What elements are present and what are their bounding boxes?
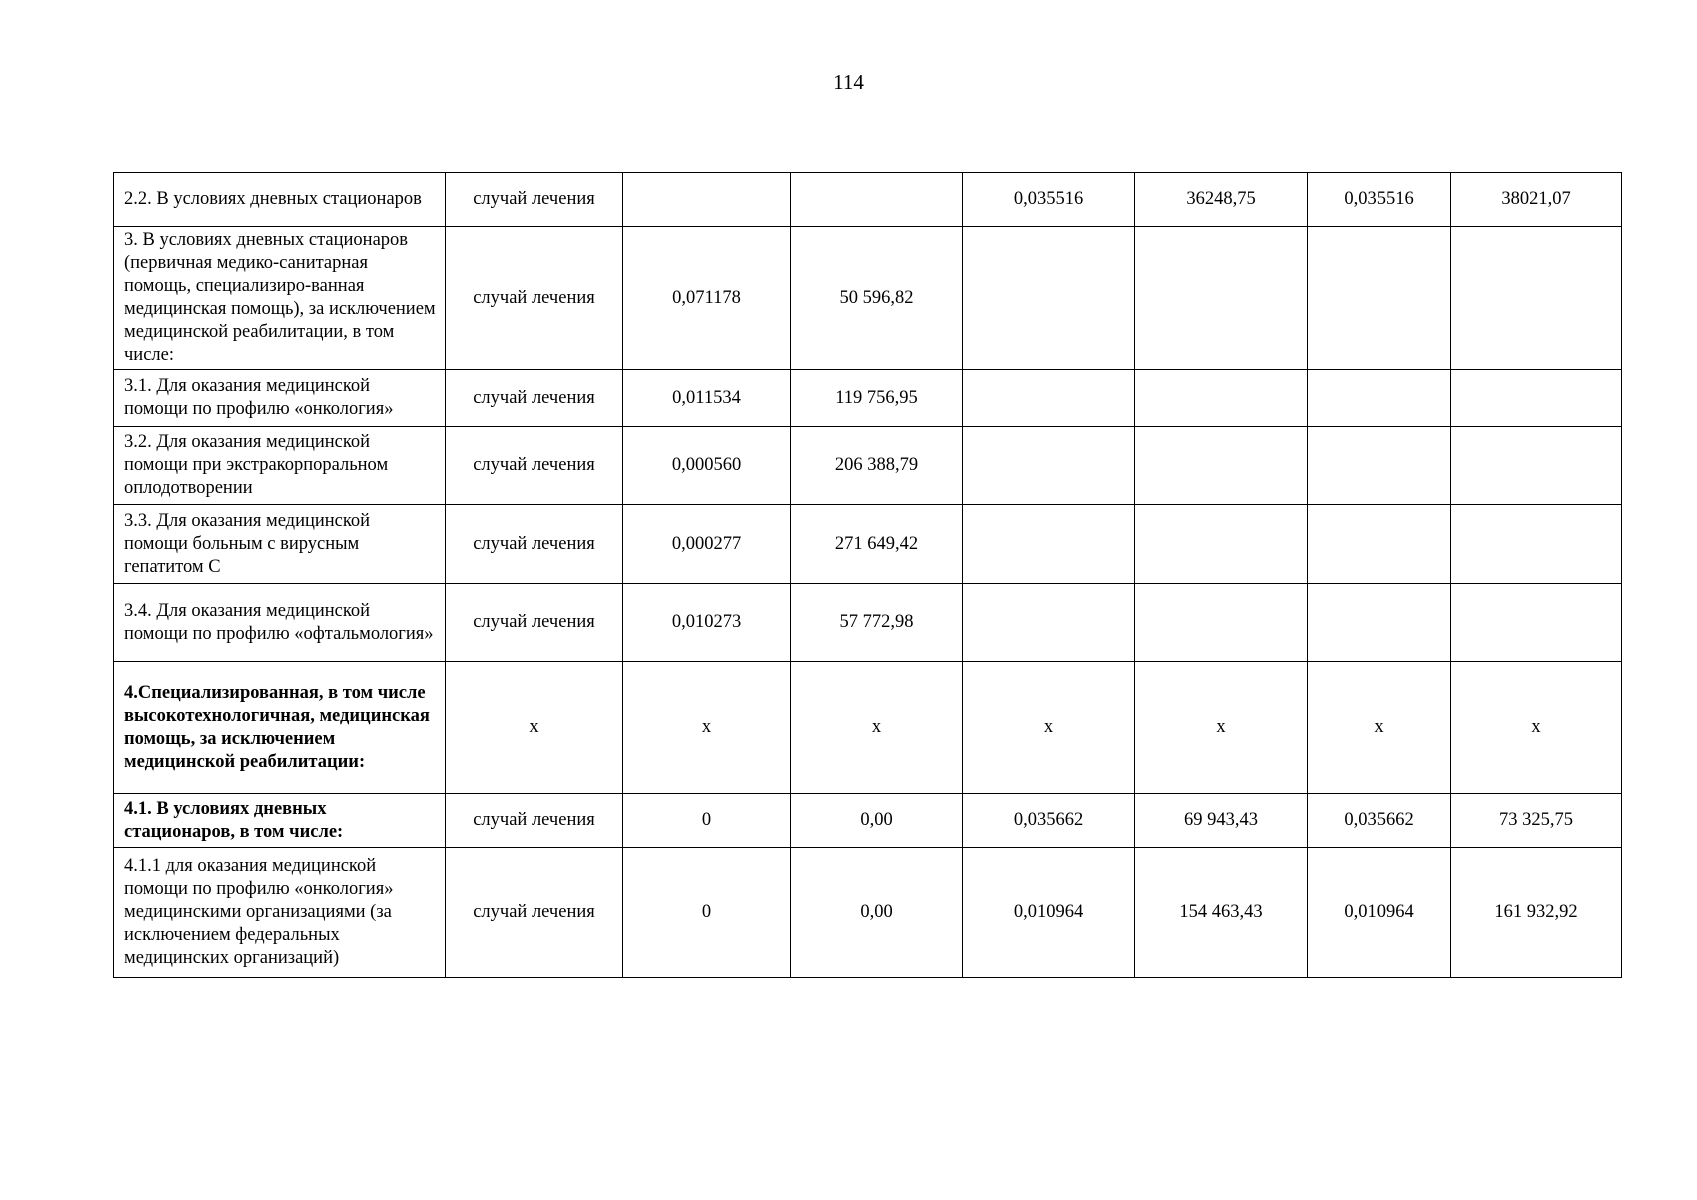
value-cell: 161 932,92 [1451, 848, 1622, 978]
value-cell: 0 [623, 848, 791, 978]
row-label: 3.2. Для оказания медицинской помощи при экстракорпоральном оплодотворении [114, 427, 446, 505]
value-cell: х [963, 662, 1135, 794]
value-cell: 0,000560 [623, 427, 791, 505]
value-cell [963, 584, 1135, 662]
table-row [114, 227, 1622, 370]
row-label: 3. В условиях дневных стационаров (первичная медико-санитарная помощь, специализиро-ванная медицинская помощь), за исключением медицинской реабилитации, в том числе: [114, 227, 446, 370]
value-cell: 154 463,43 [1135, 848, 1308, 978]
value-cell [1451, 227, 1622, 370]
data-table [113, 172, 1622, 978]
unit-cell: случай лечения [446, 227, 623, 370]
value-cell [623, 173, 791, 227]
value-cell [1451, 427, 1622, 505]
unit-cell: случай лечения [446, 848, 623, 978]
table-row [114, 794, 1622, 848]
value-cell: 206 388,79 [791, 427, 963, 505]
value-cell: 0,035516 [1308, 173, 1451, 227]
value-cell: х [1308, 662, 1451, 794]
row-label: 3.3. Для оказания медицинской помощи больным с вирусным гепатитом С [114, 505, 446, 584]
value-cell [1451, 505, 1622, 584]
value-cell: х [1135, 662, 1308, 794]
value-cell [1135, 370, 1308, 427]
value-cell [963, 370, 1135, 427]
table-row [114, 848, 1622, 978]
unit-cell: случай лечения [446, 427, 623, 505]
value-cell: 271 649,42 [791, 505, 963, 584]
value-cell: 38021,07 [1451, 173, 1622, 227]
value-cell [1135, 427, 1308, 505]
row-label: 4.Специализированная, в том числе высокотехнологичная, медицинская помощь, за исключением медицинской реабилитации: [114, 662, 446, 794]
value-cell: 0,00 [791, 848, 963, 978]
value-cell: х [1451, 662, 1622, 794]
table-row [114, 427, 1622, 505]
value-cell: 0,035516 [963, 173, 1135, 227]
value-cell [1135, 505, 1308, 584]
row-label: 3.4. Для оказания медицинской помощи по профилю «офтальмология» [114, 584, 446, 662]
value-cell [963, 505, 1135, 584]
value-cell: 0,035662 [1308, 794, 1451, 848]
value-cell: 0,010273 [623, 584, 791, 662]
value-cell: 36248,75 [1135, 173, 1308, 227]
value-cell [1451, 584, 1622, 662]
value-cell: 0,00 [791, 794, 963, 848]
value-cell: 119 756,95 [791, 370, 963, 427]
unit-cell: случай лечения [446, 584, 623, 662]
value-cell [791, 173, 963, 227]
value-cell [1308, 370, 1451, 427]
value-cell [963, 427, 1135, 505]
value-cell [1135, 227, 1308, 370]
row-label: 4.1.1 для оказания медицинской помощи по профилю «онкология» медицинскими организациями (за исключением федеральных медицинских организаций) [114, 848, 446, 978]
page-number: 114 [833, 70, 864, 94]
table-row [114, 584, 1622, 662]
value-cell: х [791, 662, 963, 794]
value-cell [1308, 584, 1451, 662]
unit-cell: случай лечения [446, 505, 623, 584]
value-cell: 73 325,75 [1451, 794, 1622, 848]
unit-cell: х [446, 662, 623, 794]
row-label: 3.1. Для оказания медицинской помощи по профилю «онкология» [114, 370, 446, 427]
table-row [114, 662, 1622, 794]
table-row [114, 505, 1622, 584]
unit-cell: случай лечения [446, 370, 623, 427]
row-label: 4.1. В условиях дневных стационаров, в том числе: [114, 794, 446, 848]
value-cell: х [623, 662, 791, 794]
value-cell: 69 943,43 [1135, 794, 1308, 848]
value-cell [1308, 227, 1451, 370]
value-cell [1308, 505, 1451, 584]
value-cell [1451, 370, 1622, 427]
value-cell: 0,071178 [623, 227, 791, 370]
value-cell: 0,010964 [963, 848, 1135, 978]
value-cell: 0,000277 [623, 505, 791, 584]
value-cell: 0 [623, 794, 791, 848]
value-cell [1308, 427, 1451, 505]
value-cell: 50 596,82 [791, 227, 963, 370]
row-label: 2.2. В условиях дневных стационаров [114, 173, 446, 227]
table-row [114, 370, 1622, 427]
value-cell [963, 227, 1135, 370]
value-cell: 57 772,98 [791, 584, 963, 662]
unit-cell: случай лечения [446, 173, 623, 227]
value-cell [1135, 584, 1308, 662]
value-cell: 0,010964 [1308, 848, 1451, 978]
table-row [114, 173, 1622, 227]
value-cell: 0,011534 [623, 370, 791, 427]
value-cell: 0,035662 [963, 794, 1135, 848]
unit-cell: случай лечения [446, 794, 623, 848]
